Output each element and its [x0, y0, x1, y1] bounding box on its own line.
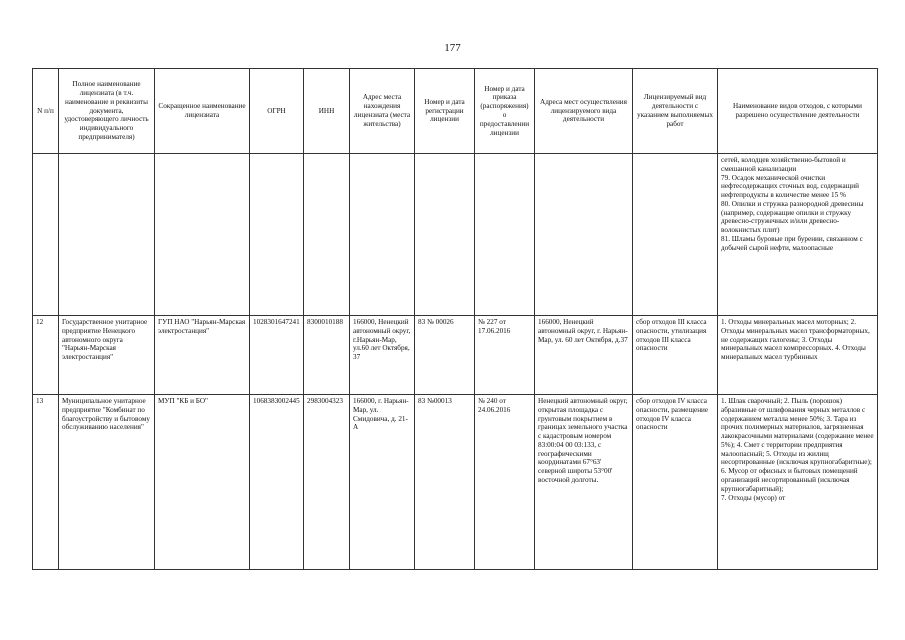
- license-registry-table: [32, 68, 878, 570]
- locations-cell: Ненецкий автономный округ, открытая площадка с грунтовым покрытием в границах земельного участка с кадастровым номером 83:00:04 00 03:133, с географическими координатами 67°63' северной широты 53°00' восточной долготы.: [535, 395, 633, 570]
- table-row: [33, 316, 878, 395]
- page-number: 177: [444, 42, 461, 54]
- header-order: Номер и дата приказа (распоряжения) о предоставлении лицензии: [475, 69, 535, 154]
- locations-cell: 166000, Ненецкий автономный округ, г. Нарьян-Мар, ул. 60 лет Октября, д.37: [535, 316, 633, 395]
- header-number: N п/п: [33, 69, 59, 154]
- table-cell: [33, 154, 59, 316]
- table-cell: [633, 154, 718, 316]
- table-cell: [250, 154, 304, 316]
- table-cell: [155, 154, 250, 316]
- activity-cell: сбор отходов IV класса опасности, размещение отходов IV класса опасности: [633, 395, 718, 570]
- ogrn-cell: 1028301647241: [250, 316, 304, 395]
- order-cell: № 227 от 17.06.2016: [475, 316, 535, 395]
- header-address: Адрес места нахождения лицензиата (места жительства): [350, 69, 415, 154]
- inn-cell: 8300010188: [304, 316, 350, 395]
- table-cell: [535, 154, 633, 316]
- header-waste-types: Наименование видов отходов, с которыми разрешено осуществление деятельности: [718, 69, 878, 154]
- short-name-cell: ГУП НАО "Нарьян-Марская электростанция": [155, 316, 250, 395]
- header-inn: ИНН: [304, 69, 350, 154]
- inn-cell: 2983004323: [304, 395, 350, 570]
- waste-types-cell: 1. Отходы минеральных масел моторных; 2. Отходы минеральных масел трансформаторных, не содержащих галогены; 3. Отходы минеральных масел компрессорных. 4. Отходы минеральных масел турбинных: [718, 316, 878, 395]
- table-row: [33, 395, 878, 570]
- table-row-continuation: [33, 154, 878, 316]
- header-full-name: Полное наименование лицензиата (в т.ч. наименование и реквизиты документа, удостоверяющего личность индивидуального предпринимателя): [59, 69, 155, 154]
- waste-types-cell: сетей, колодцев хозяйственно-бытовой и смешанной канализации 79. Осадок механической очистки нефтесодержащих сточных вод, содержащий нефтепродукты в количестве менее 15 % 80. Опилки и стружка разнородной древесины (например, содержащие опилки и стружку древесно-стружечных и/или древесно-волокнистых плит) 81. Шламы буровые при бурении, связанном с добычей сырой нефти, малоопасные: [718, 154, 878, 316]
- table-cell: [350, 154, 415, 316]
- address-cell: 166000, г. Нарьян-Мар, ул. Смидовича, д. 21-А: [350, 395, 415, 570]
- header-locations: Адреса мест осуществления лицензируемого вида деятельности: [535, 69, 633, 154]
- address-cell: 166000, Ненецкий автономный округ, г.Нарьян-Мар, ул.60 лет Октября, 37: [350, 316, 415, 395]
- header-ogrn: ОГРН: [250, 69, 304, 154]
- header-activity: Лицензируемый вид деятельности с указанием выполняемых работ: [633, 69, 718, 154]
- full-name-cell: Государственное унитарное предприятие Ненецкого автономного округа "Нарьян-Марская электростанция": [59, 316, 155, 395]
- full-name-cell: Муниципальное унитарное предприятие "Комбинат по благоустройству и бытовому обслуживанию населения": [59, 395, 155, 570]
- table-header-row: [33, 69, 878, 154]
- header-registration: Номер и дата регистрации лицензии: [415, 69, 475, 154]
- order-cell: № 240 от 24.06.2016: [475, 395, 535, 570]
- table-cell: [59, 154, 155, 316]
- short-name-cell: МУП "КБ и БО": [155, 395, 250, 570]
- registration-cell: 83 № 00026: [415, 316, 475, 395]
- registration-cell: 83 №00013: [415, 395, 475, 570]
- row-number: 12: [33, 316, 59, 395]
- ogrn-cell: 1068383002445: [250, 395, 304, 570]
- header-short-name: Сокращенное наименование лицензиата: [155, 69, 250, 154]
- activity-cell: сбор отходов III класса опасности, утилизация отходов III класса опасности: [633, 316, 718, 395]
- row-number: 13: [33, 395, 59, 570]
- table-cell: [475, 154, 535, 316]
- table-cell: [304, 154, 350, 316]
- table-cell: [415, 154, 475, 316]
- waste-types-cell: 1. Шлак сварочный; 2. Пыль (порошок) абразивные от шлифования черных металлов с содержанием металла менее 50%; 3. Тара из прочих полимерных материалов, загрязненная лакокрасочными материалами (содержание менее 5%); 4. Смет с территории предприятия малоопасный; 5. Отходы из жилищ несортированные (исключая крупногабаритные); 6. Мусор от офисных и бытовых помещений организаций несортированный (исключая крупногабаритный); 7. Отходы (мусор) от: [718, 395, 878, 570]
